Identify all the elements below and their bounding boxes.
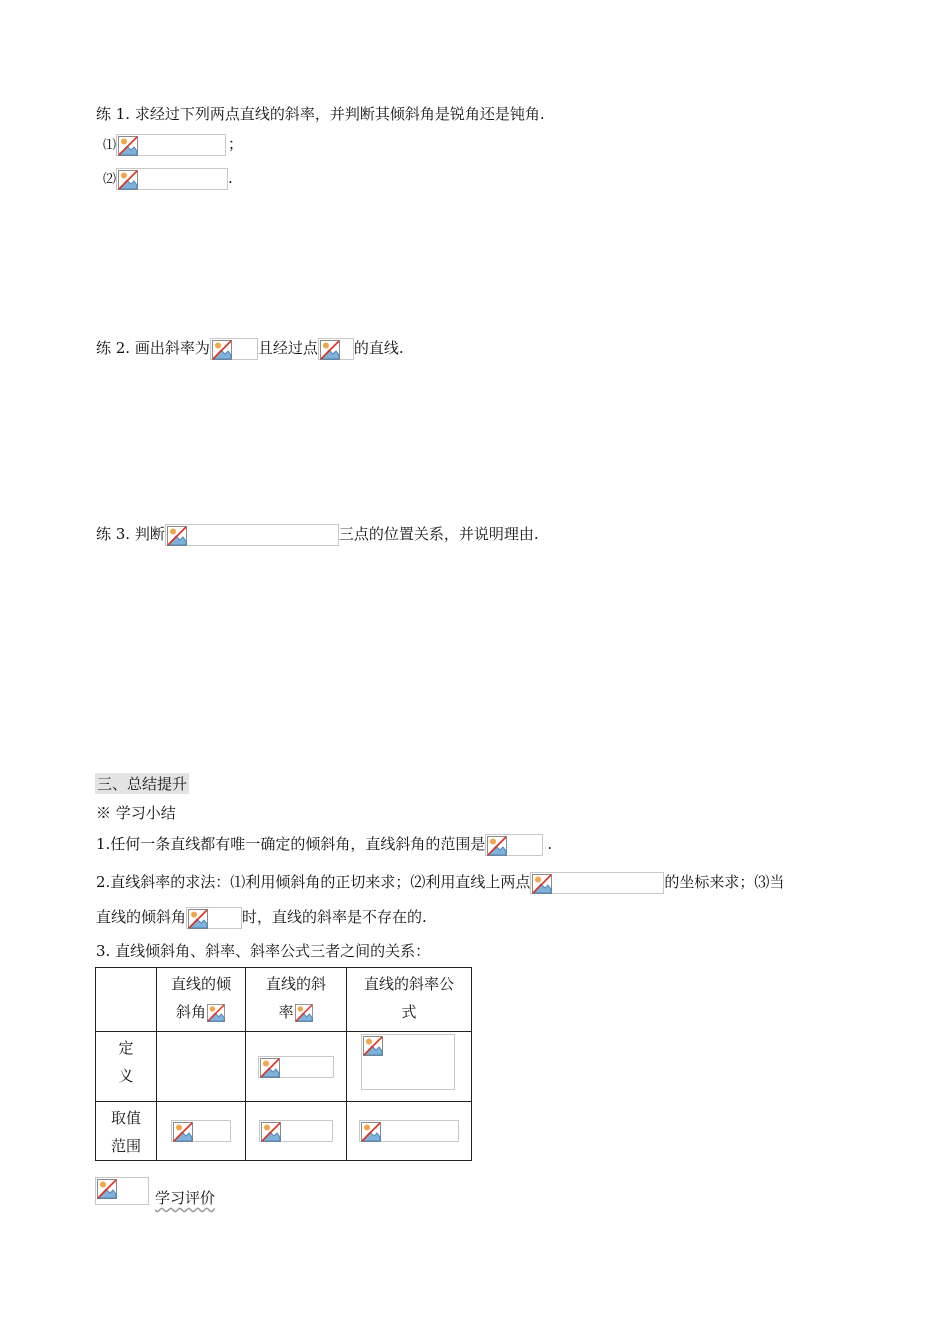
summary-line-3 [96, 906, 427, 929]
broken-image-icon [118, 170, 138, 190]
formula-image [359, 1120, 459, 1142]
header-text: 率 [278, 1003, 294, 1021]
punctuation: ； [228, 135, 244, 153]
formula-image [186, 907, 242, 929]
row-label-range [96, 1102, 157, 1161]
definition-slope-cell [246, 1032, 347, 1102]
range-formula-cell [347, 1102, 472, 1161]
broken-image-icon [363, 1036, 383, 1056]
range-inclination-cell [157, 1102, 246, 1161]
formula-image [530, 872, 664, 894]
exercise-3-prompt [96, 523, 539, 546]
exercise-1-item-1 [103, 133, 243, 156]
header-text: 式 [401, 1003, 417, 1021]
formula-image [116, 134, 226, 156]
exercise-2-label: 练 2. 画出斜率为 [96, 339, 210, 357]
broken-image-icon [207, 1004, 225, 1022]
table-corner-cell [96, 968, 157, 1032]
summary-line-1 [96, 833, 552, 856]
broken-image-icon [295, 1004, 313, 1022]
evaluation-section [95, 1177, 215, 1205]
formula-image [294, 1003, 314, 1023]
definition-formula-cell [347, 1032, 472, 1102]
broken-image-icon [173, 1122, 193, 1142]
header-text: 直线的斜 [265, 975, 326, 993]
summary-line-3-text: 直线的倾斜角 [96, 908, 187, 926]
header-text: 直线的斜率公 [363, 975, 454, 993]
formula-image [361, 1034, 455, 1090]
summary-line-3-end: 时，直线的斜率是不存在的. [242, 908, 427, 926]
summary-line-4: 3. 直线倾斜角、斜率、斜率公式三者之间的关系： [96, 942, 431, 960]
section-subheading: ※ 学习小结 [96, 804, 176, 822]
table-header-inclination [157, 968, 246, 1032]
summary-line-2 [96, 871, 784, 894]
formula-image [171, 1120, 231, 1142]
table-row-definition [96, 1032, 472, 1102]
exercise-2-end: 的直线. [353, 339, 404, 357]
exercise-1-prompt: 练 1. 求经过下列两点直线的斜率，并判断其倾斜角是锐角还是钝角. [96, 105, 545, 123]
broken-image-icon [532, 874, 552, 894]
broken-image-icon [361, 1122, 381, 1142]
item-number: ⑵ [103, 172, 117, 187]
relationship-table [95, 967, 472, 1161]
definition-inclination-cell [157, 1032, 246, 1102]
section-heading: 三、总结提升 [97, 775, 188, 793]
table-header-formula [347, 968, 472, 1032]
row-label-definition [96, 1032, 157, 1102]
summary-line-2-mid: 的坐标来求 [664, 873, 740, 891]
formula-image [485, 834, 543, 856]
formula-image [210, 338, 258, 360]
formula-image [318, 338, 354, 360]
item-number: ⑴ [103, 138, 117, 153]
range-slope-cell [246, 1102, 347, 1161]
row-label-text: 范围 [110, 1137, 141, 1155]
row-label-text: 定 [118, 1039, 134, 1057]
summary-line-2-text: 2.直线斜率的求法：⑴利用倾斜角的正切来求；⑵利用直线上两点 [96, 873, 531, 891]
exercise-3-label: 练 3. 判断 [96, 525, 165, 543]
punctuation: . [228, 169, 233, 187]
header-text: 直线的倾 [170, 975, 231, 993]
broken-image-icon [167, 526, 187, 546]
broken-image-icon [260, 1058, 280, 1078]
broken-image-icon [320, 340, 340, 360]
broken-image-icon [118, 136, 138, 156]
exercise-2-mid: 且经过点 [257, 339, 318, 357]
exercise-2-prompt [96, 337, 404, 360]
broken-image-icon [97, 1179, 117, 1199]
broken-image-icon [487, 836, 507, 856]
formula-image [116, 168, 228, 190]
table-row-range [96, 1102, 472, 1161]
formula-image [258, 1056, 334, 1078]
formula-image [206, 1003, 226, 1023]
formula-image [95, 1177, 149, 1205]
punctuation: . [547, 835, 553, 853]
summary-line-2-end: ；⑶当 [739, 873, 785, 891]
row-label-text: 义 [118, 1067, 134, 1085]
broken-image-icon [261, 1122, 281, 1142]
table-header-row [96, 968, 472, 1032]
exercise-3-end: 三点的位置关系，并说明理由. [338, 525, 539, 543]
evaluation-label: 学习评价 [155, 1189, 216, 1207]
formula-image [165, 524, 339, 546]
exercise-1-item-2 [103, 168, 233, 190]
formula-image [259, 1120, 333, 1142]
row-label-text: 取值 [110, 1109, 141, 1127]
summary-line-1-text: 1.任何一条直线都有唯一确定的倾斜角，直线斜角的范围是 [96, 835, 486, 853]
broken-image-icon [212, 340, 232, 360]
table-header-slope [246, 968, 347, 1032]
broken-image-icon [188, 909, 208, 929]
header-text: 斜角 [175, 1003, 206, 1021]
